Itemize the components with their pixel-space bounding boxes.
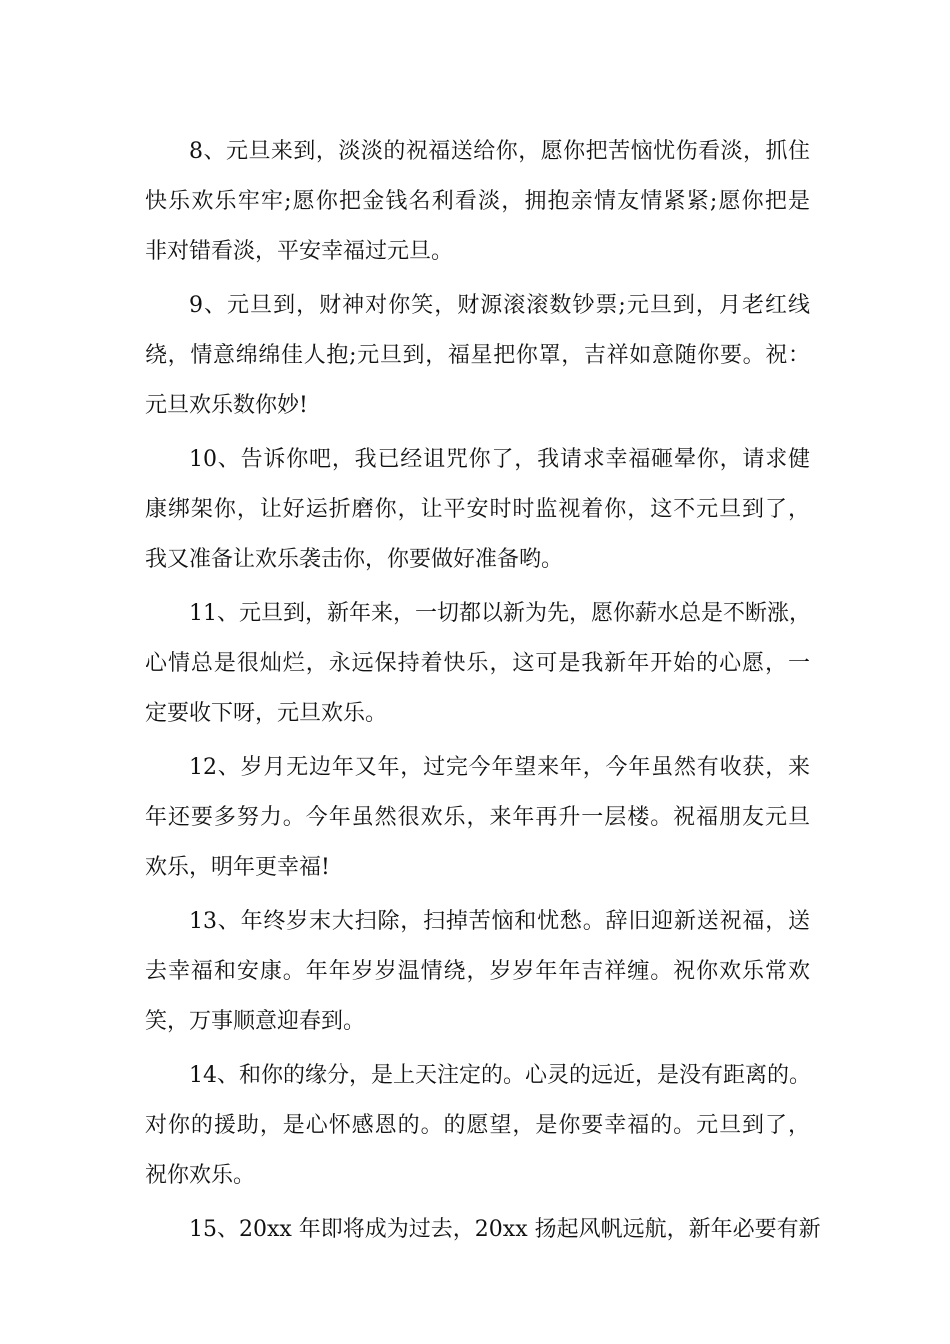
text-line: 快乐欢乐牢牢;愿你把金钱名利看淡，拥抱亲情友情紧紧;愿你把是 <box>145 189 810 214</box>
text-line: 我又准备让欢乐袭击你，你要做好准备哟。 <box>145 547 564 572</box>
text-line: 心情总是很灿烂，永远保持着快乐，这可是我新年开始的心愿，一 <box>145 651 810 676</box>
text-line: 定要收下呀，元旦欢乐。 <box>145 701 388 726</box>
paragraph-10 <box>145 435 810 585</box>
text-line: 对你的援助，是心怀感恩的。的愿望，是你要幸福的。元旦到了， <box>145 1113 810 1138</box>
paragraph-15 <box>145 1205 821 1255</box>
text-line: 11、元旦到，新年来，一切都以新为先，愿你薪水总是不断涨， <box>189 601 811 626</box>
text-line: 12、岁月无边年又年，过完今年望来年，今年虽然有收获，来 <box>189 755 810 780</box>
paragraph-9 <box>145 281 810 431</box>
text-line: 13、年终岁末大扫除，扫掉苦恼和忧愁。辞旧迎新送祝福，送 <box>189 909 810 934</box>
text-line: 欢乐，明年更幸福! <box>145 855 330 880</box>
text-line: 祝你欢乐。 <box>145 1163 256 1188</box>
text-line: 15、20xx 年即将成为过去，20xx 扬起风帆远航，新年必要有新 <box>189 1217 821 1242</box>
text-line: 笑，万事顺意迎春到。 <box>145 1009 366 1034</box>
text-line: 绕，情意绵绵佳人抱;元旦到，福星把你罩，吉祥如意随你要。祝： <box>145 343 810 368</box>
text-line: 9、元旦到，财神对你笑，财源滚滚数钞票;元旦到，月老红线 <box>189 293 810 318</box>
text-line: 14、和你的缘分，是上天注定的。心灵的远近，是没有距离的。 <box>189 1063 811 1088</box>
text-line: 10、告诉你吧，我已经诅咒你了，我请求幸福砸晕你，请求健 <box>189 447 810 472</box>
paragraph-11 <box>145 589 810 739</box>
text-line: 非对错看淡，平安幸福过元旦。 <box>145 239 454 264</box>
text-line: 年还要多努力。今年虽然很欢乐，来年再升一层楼。祝福朋友元旦 <box>145 805 810 830</box>
text-line: 8、元旦来到，淡淡的祝福送给你，愿你把苦恼忧伤看淡，抓住 <box>189 139 810 164</box>
paragraph-14 <box>145 1051 810 1201</box>
text-line: 去幸福和安康。年年岁岁温情绕，岁岁年年吉祥缠。祝你欢乐常欢 <box>145 959 810 984</box>
paragraph-13 <box>145 897 810 1047</box>
text-line: 康绑架你，让好运折磨你，让平安时时监视着你，这不元旦到了， <box>145 497 810 522</box>
text-line: 元旦欢乐数你妙! <box>145 393 308 418</box>
paragraph-8 <box>145 127 810 277</box>
paragraph-12 <box>145 743 810 893</box>
document-body <box>145 127 821 1259</box>
